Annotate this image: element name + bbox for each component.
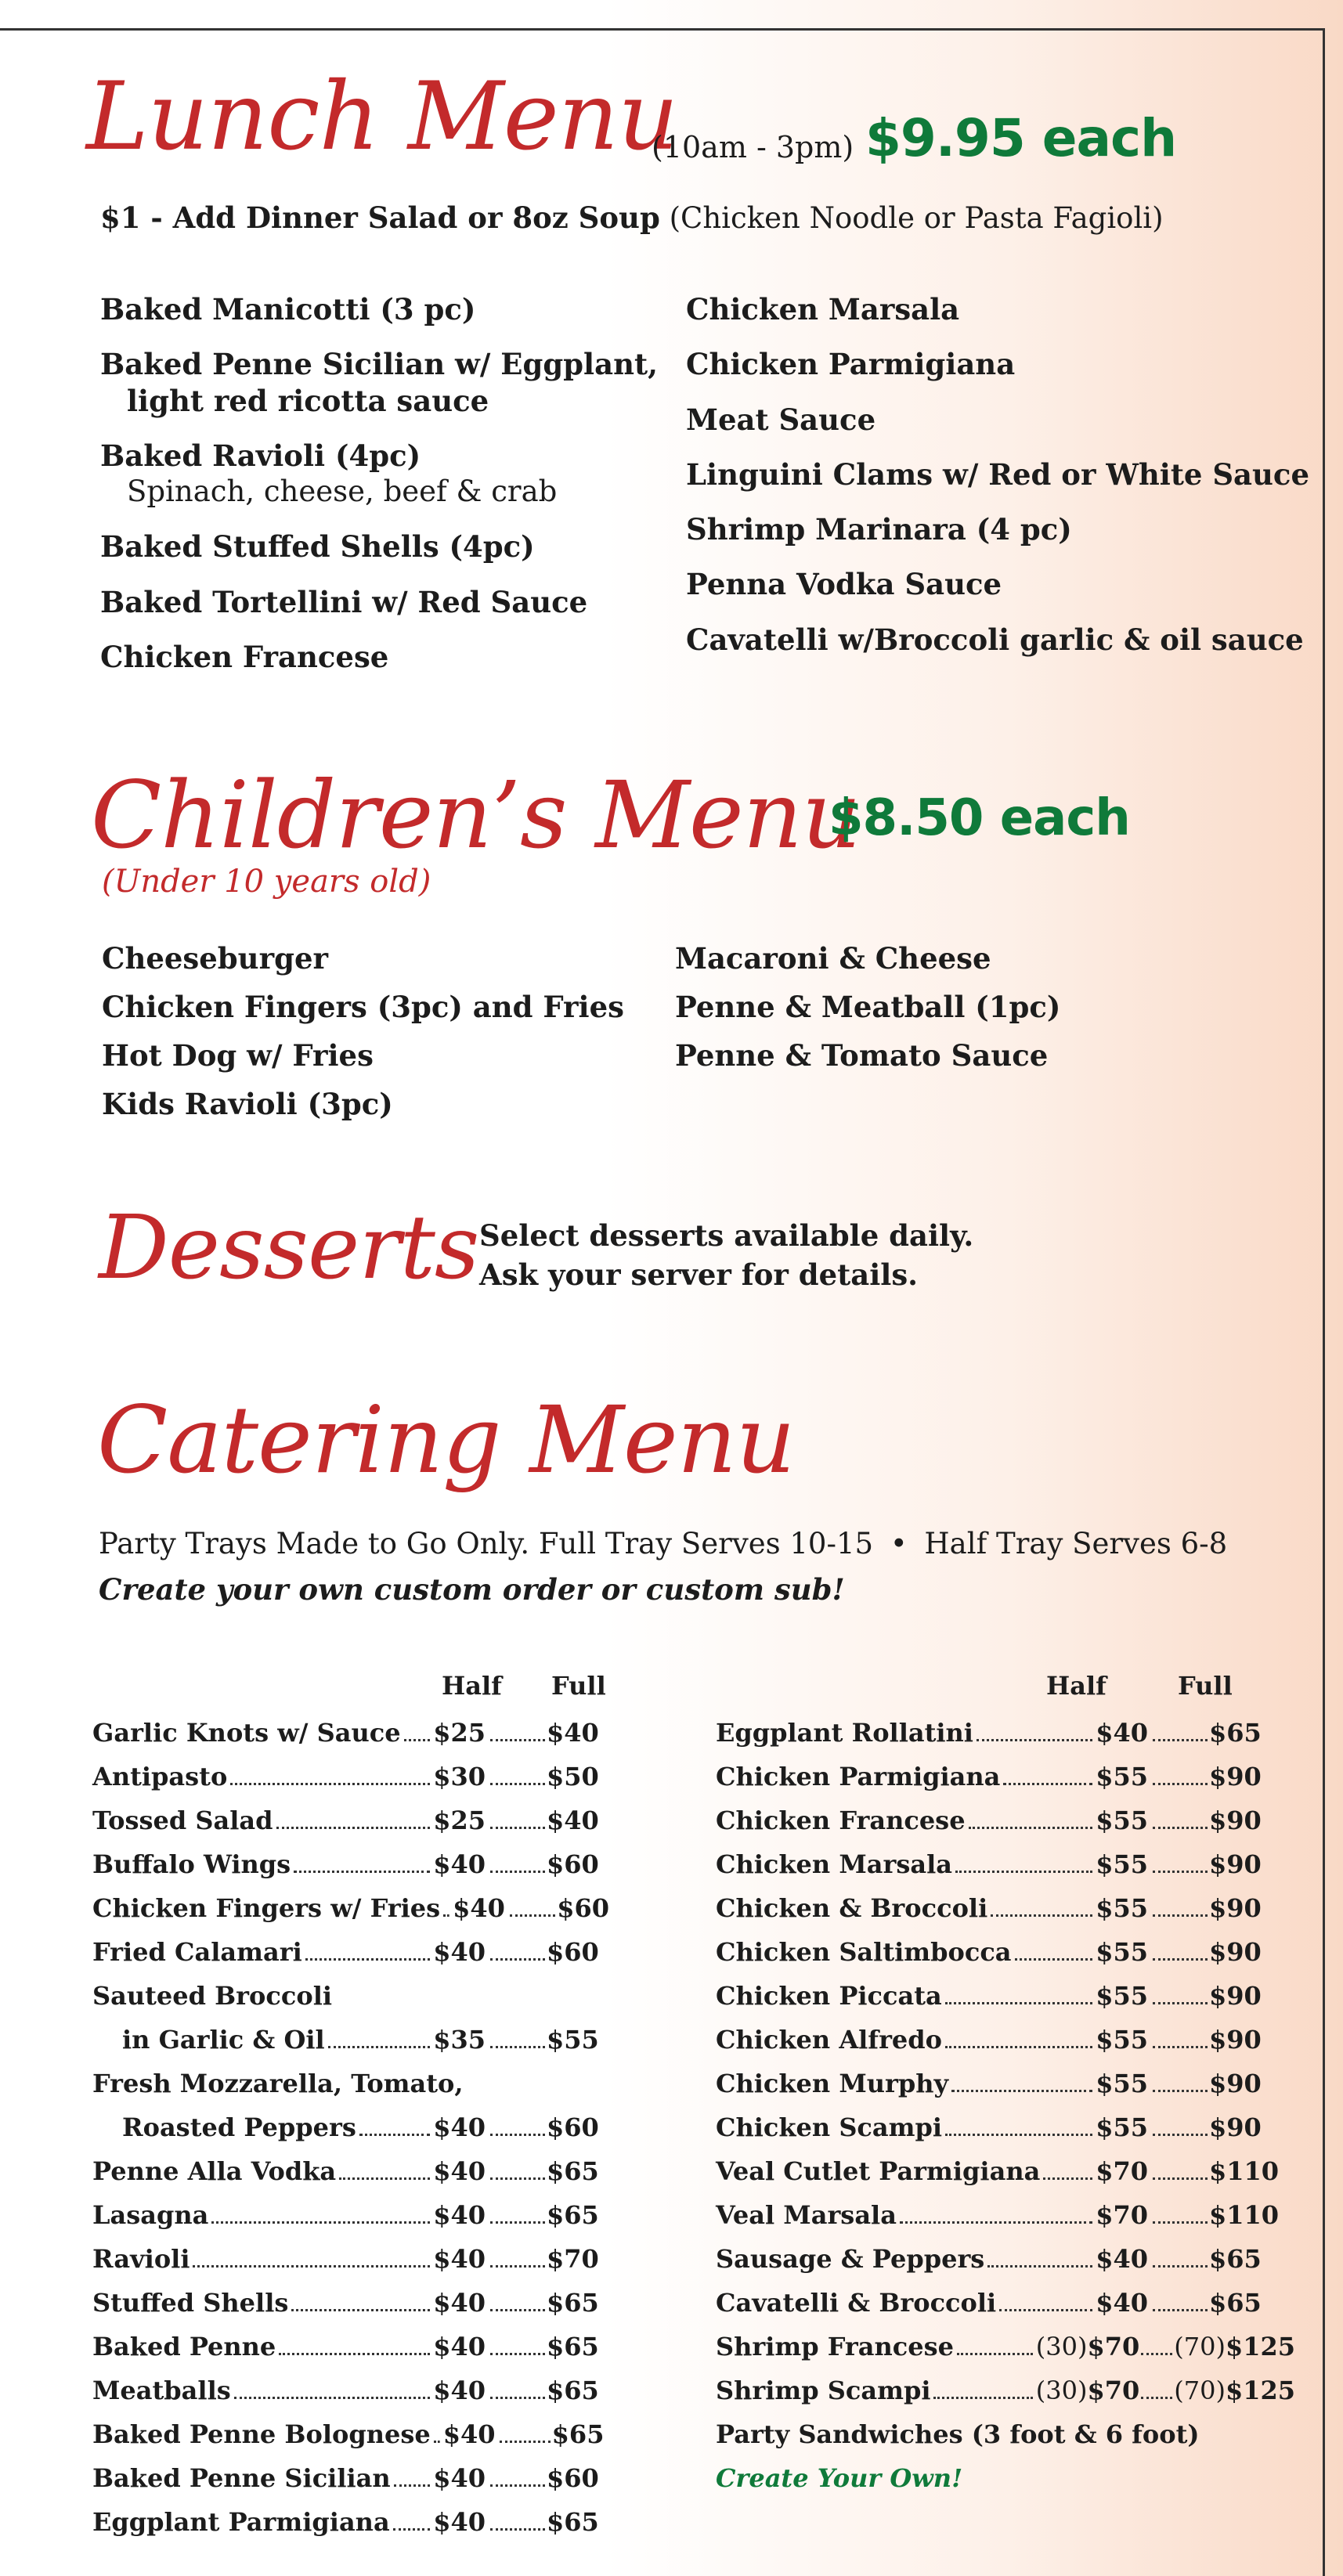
catering-item [716,1762,1295,1806]
full-price: $40 [547,1806,599,1835]
catering-item-name: Fried Calamari [92,1937,302,1967]
catering-item [92,2376,609,2419]
full-price: $65 [547,2156,599,2186]
desserts-line1: Select desserts available daily. [479,1218,974,1253]
dot-leader [490,2134,545,2136]
dot-leader [294,1871,430,1873]
catering-item-name: Eggplant Parmigiana [92,2507,390,2537]
dot-leader [945,2046,1092,2048]
children-item: Cheeseburger [102,941,328,976]
dot-leader [490,2046,545,2048]
lunch-item-name: Chicken Francese [100,639,389,674]
catering-item [92,2419,609,2463]
full-price: $90 [1209,2112,1262,2142]
dot-leader [305,1958,430,1961]
half-price: $40 [433,2244,486,2274]
half-price: $40 [453,1893,505,1923]
catering-item [716,2332,1295,2376]
dot-leader [393,2528,431,2531]
catering-item [92,2200,609,2244]
dot-leader [500,2441,550,2443]
full-price: $90 [1209,1849,1262,1879]
half-price: $40 [1096,2288,1148,2318]
catering-item-name: Garlic Knots w/ Sauce [92,1718,401,1748]
lunch-item-name: Chicken Parmigiana [686,347,1016,382]
dot-leader [434,2441,440,2443]
catering-item [92,2112,609,2156]
half-price: $55 [1096,1893,1148,1923]
dot-leader [490,1871,545,1873]
half-price: $40 [442,2419,496,2449]
dot-leader [945,2002,1092,2004]
lunch-hours: (10am - 3pm) [652,130,854,164]
full-price: $65 [547,2507,599,2537]
catering-item-name: Chicken Parmigiana [716,1762,1001,1791]
children-item: Macaroni & Cheese [675,941,991,976]
full-price: $110 [1209,2200,1280,2230]
dot-leader [230,1783,430,1785]
full-price: $90 [1209,2025,1262,2055]
lunch-item [100,291,658,327]
lunch-item [686,456,1309,492]
half-price: $30 [433,1762,486,1791]
catering-item [92,2069,609,2112]
catering-item [92,2332,609,2376]
catering-item-name: Shrimp Scampi [716,2376,931,2405]
half-price: $55 [1096,1937,1148,1967]
dot-leader [234,2397,430,2399]
full-count: (70) [1174,2376,1226,2405]
half-price: $70 [1087,2376,1140,2405]
lunch-item-name: Baked Stuffed Shells (4pc) [100,529,535,565]
catering-item-name: Veal Cutlet Parmigiana [716,2156,1041,2186]
half-price: $40 [433,2332,486,2361]
lunch-addon-rest: (Chicken Noodle or Pasta Fagioli) [659,201,1164,235]
lunch-item [100,346,658,419]
dot-leader [339,2177,430,2180]
catering-item [92,2156,609,2200]
dot-leader [328,2046,431,2048]
dot-leader [1153,2090,1208,2092]
desserts-line2: Ask your server for details. [479,1257,919,1292]
catering-item [716,1893,1295,1937]
dot-leader [1153,2002,1208,2004]
half-price: $40 [1096,2244,1148,2274]
catering-item [716,2244,1295,2288]
dot-leader [490,2353,545,2355]
full-price: $125 [1225,2376,1295,2405]
catering-item-name: Buffalo Wings [92,1849,291,1879]
catering-item [92,2288,609,2332]
lunch-item-detail: Spinach, cheese, beef & crab [127,474,558,508]
dot-leader [1153,2134,1208,2136]
lunch-title: Lunch Menu [86,63,678,171]
lunch-left-list [100,291,658,694]
catering-right-table [716,1671,1295,2507]
catering-item-name: Penne Alla Vodka [92,2156,337,2186]
dot-leader [490,2177,545,2180]
desserts-title: Desserts [99,1197,479,1299]
full-price: $60 [547,1849,599,1879]
lunch-item-name: Baked Manicotti (3 pc) [100,292,476,327]
dot-leader [945,2134,1092,2136]
catering-item [92,1806,609,1849]
dot-leader [404,1739,431,1741]
catering-item [716,1937,1295,1981]
full-price: $70 [547,2244,599,2274]
dot-leader [987,2265,1092,2268]
half-price: $40 [433,1937,486,1967]
dot-leader [951,2090,1092,2092]
lunch-item-name: Meat Sauce [686,402,876,437]
catering-item-name: Fresh Mozzarella, Tomato, [92,2069,464,2098]
dot-leader [276,1827,431,1829]
children-left-list [102,941,624,1135]
dot-leader [1153,2265,1208,2268]
catering-item [92,1849,609,1893]
dot-leader [443,1914,449,1917]
dot-leader [211,2221,430,2224]
children-title: Children’s Menu [91,761,861,869]
dot-leader [394,2484,431,2487]
lunch-item-name: Baked Tortellini w/ Red Sauce [100,584,588,619]
lunch-item [100,584,658,620]
full-price: $65 [551,2419,605,2449]
lunch-item [100,639,658,675]
dot-leader [1153,2221,1208,2224]
full-price: $65 [547,2200,599,2230]
lunch-item-name: Cavatelli w/Broccoli garlic & oil sauce [686,622,1304,657]
dot-leader [1141,2397,1172,2399]
catering-info-half: Half Tray Serves 6-8 [924,1527,1228,1560]
lunch-item [686,622,1309,658]
lunch-item [686,511,1309,547]
catering-item [716,2025,1295,2069]
half-count: (30) [1035,2376,1088,2405]
catering-item [92,2507,609,2551]
full-price: $65 [547,2376,599,2405]
dot-leader [977,1739,1092,1741]
catering-item-name: Sausage & Peppers [716,2244,985,2274]
catering-left-table [92,1671,609,2551]
catering-item-name: Ravioli [92,2244,190,2274]
catering-title: Catering Menu [97,1386,795,1494]
dot-leader [1003,1783,1092,1785]
half-price: $55 [1096,1849,1148,1879]
full-price: $90 [1209,1893,1262,1923]
full-price: $90 [1209,1937,1262,1967]
catering-item-name: Stuffed Shells [92,2288,289,2318]
dot-leader [1153,1914,1208,1917]
catering-item [92,1981,609,2025]
dot-leader [490,1958,545,1961]
children-item: Penne & Tomato Sauce [675,1038,1049,1073]
half-price: $40 [433,2200,486,2230]
half-price: $55 [1096,2112,1148,2142]
lunch-item-name: Baked Ravioli (4pc) [100,438,421,473]
catering-left-header [92,1671,609,1718]
dot-leader [1153,1871,1208,1873]
dot-leader [490,1739,545,1741]
catering-item [716,2288,1295,2332]
full-price: $90 [1209,1981,1262,2011]
catering-item-name: Chicken Scampi [716,2112,943,2142]
catering-item-name: Eggplant Rollatini [716,1718,973,1748]
full-price: $60 [547,2112,599,2142]
full-price: $55 [547,2025,599,2055]
catering-item [716,1849,1295,1893]
catering-item-name: Sauteed Broccoli [92,1981,332,2011]
dot-leader [490,2309,545,2311]
catering-item-name: Baked Penne Sicilian [92,2463,391,2493]
half-price: $40 [433,1849,486,1879]
catering-right-header [716,1671,1295,1718]
children-item: Penne & Meatball (1pc) [675,990,1061,1024]
lunch-addon-bold: $1 - Add Dinner Salad or 8oz Soup [100,200,660,235]
dot-leader [193,2265,430,2268]
half-price: $40 [433,2463,486,2493]
children-price: $8.50 each [829,789,1130,847]
catering-item-name: Chicken Francese [716,1806,966,1835]
dot-leader [933,2397,1032,2399]
catering-item-name: Antipasto [92,1762,228,1791]
half-price: $55 [1096,2069,1148,2098]
lunch-item-name: Baked Penne Sicilian w/ Eggplant, [100,347,658,382]
catering-item-name: Chicken & Broccoli [716,1893,988,1923]
catering-item-name: Chicken Alfredo [716,2025,942,2055]
catering-item-name: Roasted Peppers [122,2112,356,2142]
bullet-separator: • [890,1527,908,1560]
dot-leader [1153,1827,1208,1829]
half-price: $55 [1096,2025,1148,2055]
full-price: $65 [547,2332,599,2361]
children-item: Kids Ravioli (3pc) [102,1087,393,1121]
catering-item-name: in Garlic & Oil [122,2025,325,2055]
children-right-list [675,941,1060,1087]
catering-tagline: Create your own custom order or custom sub! [99,1572,845,1607]
dot-leader [1153,1739,1208,1741]
half-price: $40 [1096,1718,1148,1748]
catering-item [92,1937,609,1981]
catering-item [92,1718,609,1762]
dot-leader [490,2528,545,2531]
full-price: $90 [1209,2069,1262,2098]
half-price: $40 [433,2288,486,2318]
dot-leader [1153,1958,1208,1961]
catering-info [99,1527,1227,1560]
lunch-addon [100,200,1164,235]
half-price: $25 [433,1718,486,1748]
half-price: $35 [433,2025,486,2055]
full-price: $65 [1209,1718,1262,1748]
catering-item-name: Chicken Saltimbocca [716,1937,1012,1967]
catering-right-rows [716,1718,1295,2507]
dot-leader [291,2309,430,2311]
full-price: $125 [1225,2332,1295,2361]
catering-item [92,2025,609,2069]
lunch-item [686,346,1309,382]
catering-item-name: Lasagna [92,2200,209,2230]
full-price: $40 [547,1718,599,1748]
lunch-item [100,529,658,565]
catering-item-name: Chicken Fingers w/ Fries [92,1893,441,1923]
lunch-item [686,402,1309,438]
dot-leader [1153,2046,1208,2048]
full-price: $60 [557,1893,609,1923]
dot-leader [490,2397,545,2399]
dot-leader [279,2353,430,2355]
half-price: $40 [433,2376,486,2405]
full-price: $60 [547,2463,599,2493]
lunch-item-detail: light red ricotta sauce [127,383,489,418]
lunch-right-list [686,291,1309,676]
dot-leader [1153,1783,1208,1785]
dot-leader [1153,2177,1208,2180]
catering-item-name: Baked Penne [92,2332,276,2361]
children-item: Hot Dog w/ Fries [102,1038,374,1073]
dot-leader [991,1914,1092,1917]
catering-item [716,2376,1295,2419]
full-price: $50 [547,1762,599,1791]
half-price: $40 [433,2156,486,2186]
catering-item [92,2244,609,2288]
children-item: Chicken Fingers (3pc) and Fries [102,990,624,1024]
lunch-item [100,438,658,511]
full-price: $65 [1209,2288,1262,2318]
catering-item-name: Cavatelli & Broccoli [716,2288,997,2318]
half-price: $40 [433,2507,486,2537]
catering-item [716,2069,1295,2112]
dot-leader [490,1827,545,1829]
catering-item [716,1981,1295,2025]
lunch-item [686,566,1309,602]
dot-leader [490,2265,545,2268]
full-header: Full [1178,1671,1233,1701]
catering-item-name: Tossed Salad [92,1806,273,1835]
half-header: Half [442,1671,502,1701]
dot-leader [1043,2177,1092,2180]
catering-item-name: Chicken Marsala [716,1849,952,1879]
half-price: $25 [433,1806,486,1835]
lunch-item-name: Shrimp Marinara (4 pc) [686,512,1072,547]
catering-item-name: Chicken Murphy [716,2069,949,2098]
catering-item-name: Veal Marsala [716,2200,897,2230]
full-price: $65 [547,2288,599,2318]
catering-item [92,1762,609,1806]
catering-item [92,2463,609,2507]
full-price: $110 [1209,2156,1280,2186]
lunch-item-name: Penna Vodka Sauce [686,567,1002,602]
half-count: (30) [1035,2332,1088,2361]
catering-item [716,1718,1295,1762]
party-sandwiches: Party Sandwiches (3 foot & 6 foot) [716,2419,1200,2449]
catering-item [716,2156,1295,2200]
dot-leader [490,2484,545,2487]
dot-leader [1153,2309,1208,2311]
lunch-item-name: Chicken Marsala [686,292,960,327]
catering-left-rows [92,1718,609,2551]
dot-leader [957,2353,1033,2355]
full-price: $90 [1209,1806,1262,1835]
full-price: $90 [1209,1762,1262,1791]
half-price: $55 [1096,1981,1148,2011]
half-price: $70 [1096,2200,1148,2230]
full-count: (70) [1174,2332,1226,2361]
half-price: $70 [1096,2156,1148,2186]
dot-leader [490,2221,545,2224]
dot-leader [969,1827,1093,1829]
full-price: $65 [1209,2244,1262,2274]
dot-leader [1015,1958,1093,1961]
catering-item-name: Chicken Piccata [716,1981,942,2011]
create-your-own: Create Your Own! [716,2463,963,2493]
half-header: Half [1046,1671,1107,1701]
catering-item [716,2200,1295,2244]
half-price: $55 [1096,1762,1148,1791]
dot-leader [510,1914,555,1917]
children-note: (Under 10 years old) [102,864,431,900]
lunch-item-name: Linguini Clams w/ Red or White Sauce [686,456,1310,492]
dot-leader [955,1871,1092,1873]
dot-leader [900,2221,1092,2224]
half-price: $70 [1087,2332,1140,2361]
catering-info-full: Party Trays Made to Go Only. Full Tray Serves 10-15 [99,1527,874,1560]
catering-item-name: Shrimp Francese [716,2332,954,2361]
dot-leader [1141,2353,1172,2355]
full-header: Full [551,1671,606,1701]
lunch-item [686,291,1309,327]
half-price: $40 [433,2112,486,2142]
catering-item [716,2112,1295,2156]
full-price: $60 [547,1937,599,1967]
catering-item [716,1806,1295,1849]
dot-leader [359,2134,430,2136]
catering-item-name: Meatballs [92,2376,231,2405]
catering-item [92,1893,609,1937]
catering-item-name: Baked Penne Bolognese [92,2419,431,2449]
half-price: $55 [1096,1806,1148,1835]
lunch-price: $9.95 each [865,108,1177,168]
dot-leader [999,2309,1092,2311]
dot-leader [490,1783,545,1785]
